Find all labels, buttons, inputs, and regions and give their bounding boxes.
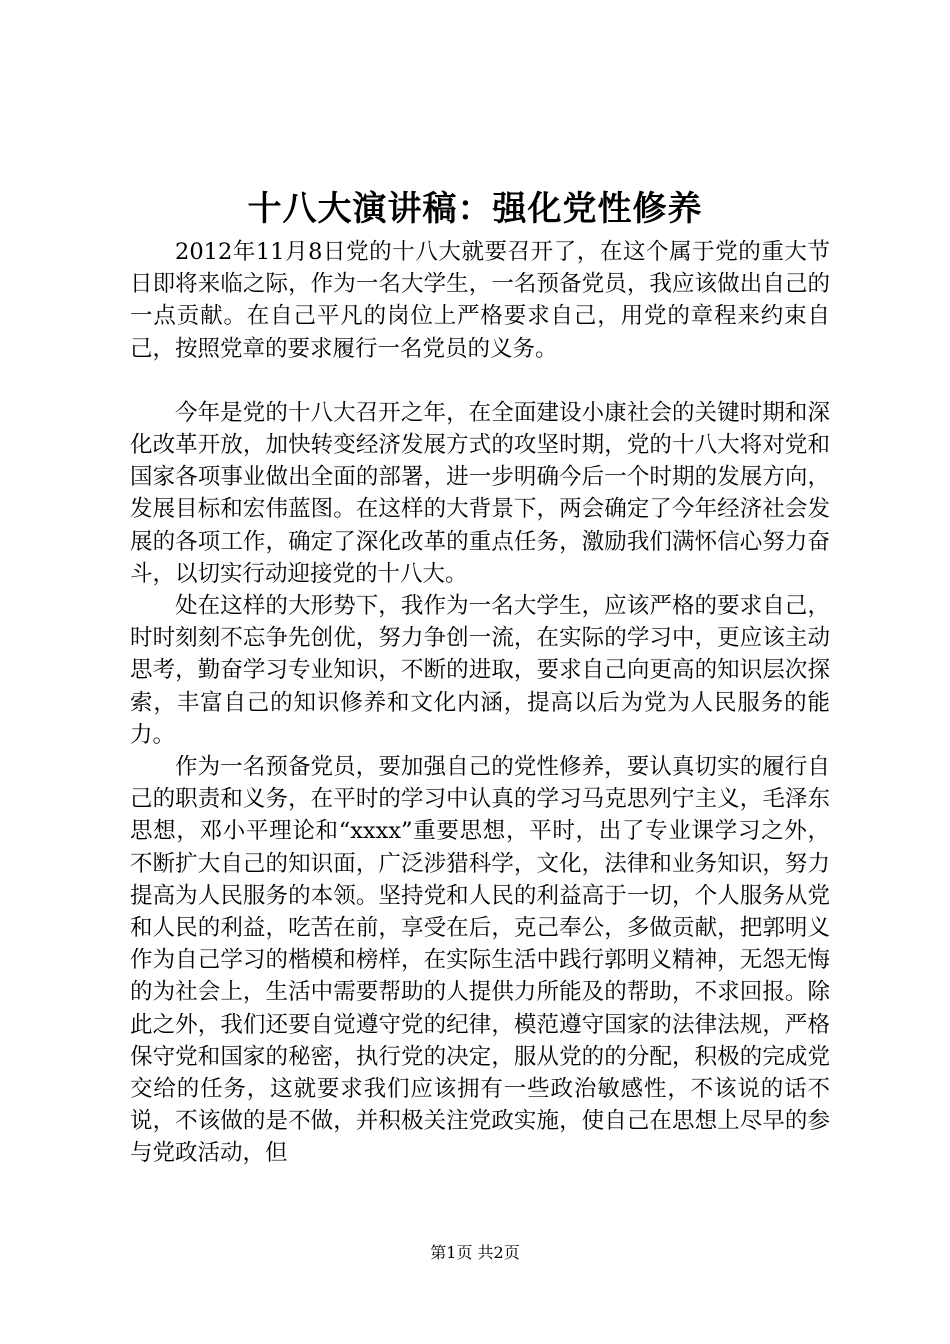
paragraph-4: 作为一名预备党员，要加强自己的党性修养，要认真切实的履行自己的职责和义务，在平时的学习中认真的学习马克思列宁主义，毛泽东思想，邓小平理论和“xxxx”重要思想，平时，出了专业课学习之外，不断扩大自己的知识面，广泛涉猎科学，文化，法律和业务知识，努力提高为人民服务的本领。坚持党和人民的利益高于一切，个人服务从党和人民的利益，吃苦在前，享受在后，克己奉公，多做贡献，把郭明义作为自己学习的楷模和榜样，在实际生活中践行郭明义精神，无怨无悔的为社会上，生活中需要帮助的人提供力所能及的帮助，不求回报。除此之外，我们还要自觉遵守党的纪律，模范遵守国家的法律法规，严格保守党和国家的秘密，执行党的决定，服从党的的分配，积极的完成党交给的任务，这就要求我们应该拥有一些政治敏感性，不该说的话不说，不该做的是不做，并积极关注党政实施，使自己在思想上尽早的参与党政活动，但 — [130, 754, 830, 1167]
page-footer: 第1页 共2页 — [430, 1243, 520, 1262]
paragraph-3: 处在这样的大形势下，我作为一名大学生，应该严格的要求自己，时时刻刻不忘争先创优，努力争创一流，在实际的学习中，更应该主动思考，勤奋学习专业知识，不断的进取，要求自己向更高的知识层次探索，丰富自己的知识修养和文化内涵，提高以后为党为人民服务的能力。 — [130, 593, 830, 748]
document-body — [130, 236, 830, 1170]
document-title: 十八大演讲稿：强化党性修养 — [247, 189, 703, 229]
paragraph-2: 今年是党的十八大召开之年，在全面建设小康社会的关键时期和深化改革开放，加快转变经济发展方式的攻坚时期，党的十八大将对党和国家各项事业做出全面的部署，进一步明确今后一个时期的发展方向，发展目标和宏伟蓝图。在这样的大背景下，两会确定了今年经济社会发展的各项工作，确定了深化改革的重点任务，激励我们满怀信心努力奋斗，以切实行动迎接党的十八大。 — [130, 399, 830, 587]
paragraph-1: 2012年11月8日党的十八大就要召开了，在这个属于党的重大节日即将来临之际，作为一名大学生，一名预备党员，我应该做出自己的一点贡献。在自己平凡的岗位上严格要求自己，用党的章程来约束自己，按照党章的要求履行一名党员的义务。 — [130, 239, 830, 362]
